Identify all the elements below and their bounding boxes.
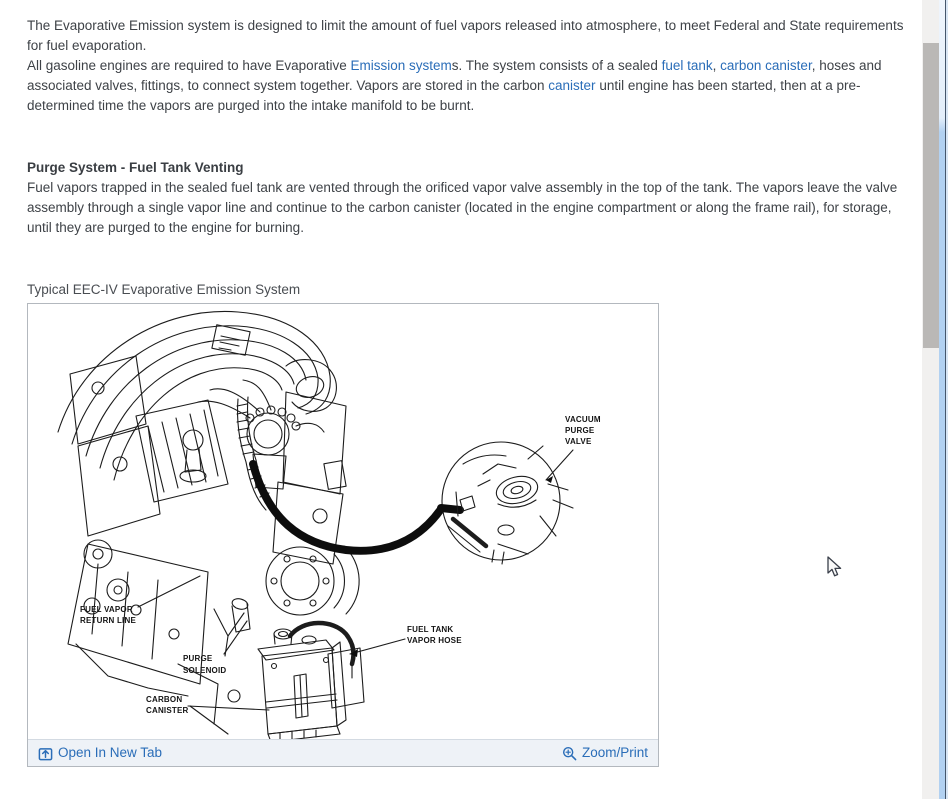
inline-link[interactable]: Emission system [350, 58, 452, 73]
open-in-new-tab-link[interactable] [38, 743, 162, 763]
label-fuel-vapor-return-2: RETURN LINE [80, 616, 136, 625]
engine-diagram [28, 304, 656, 739]
text-run: Fuel vapors trapped in the sealed fuel tank are vented through the orificed vapor valve assembly in the top of the tank. The vapors leave the valve assembly through a single vapor line and continue to the carbon canister (located in the engine compartment or along the frame rail), for storage, until they are purged to the engine for burning. [27, 180, 898, 235]
inline-link[interactable]: carbon canister [720, 58, 812, 73]
purge-system-paragraph [27, 178, 908, 238]
article-body [27, 16, 908, 767]
zoom-magnifier-icon [562, 746, 577, 761]
label-vacuum-purge-valve-1: VACUUM [565, 415, 601, 424]
text-run: s. The system consists of a sealed [451, 58, 662, 73]
zoom-print-label: Zoom/Print [581, 745, 648, 760]
label-fuel-tank-vapor-hose-2: VAPOR HOSE [407, 636, 462, 645]
text-run: , hoses and associated valves, fittings, to connect system together. Vapors are stored in the carbon [27, 58, 882, 93]
section-heading: Purge System - Fuel Tank Venting [27, 160, 244, 175]
text-run: , [712, 58, 721, 73]
open-in-new-tab-label: Open In New Tab [58, 745, 163, 760]
zoom-print-link[interactable] [562, 743, 648, 763]
label-fuel-vapor-return-1: FUEL VAPOR [80, 605, 133, 614]
label-purge-solenoid-1: PURGE [183, 654, 213, 663]
mouse-cursor [827, 556, 843, 578]
engine-line-art [28, 304, 656, 739]
inner-scrollbar-thumb[interactable] [923, 43, 939, 348]
diagram-frame [27, 303, 659, 767]
inline-link[interactable]: fuel tank [661, 58, 713, 73]
label-carbon-canister-2: CANISTER [146, 706, 189, 715]
inner-scrollbar-track[interactable] [922, 0, 940, 799]
open-in-new-tab-icon [38, 746, 53, 761]
text-run: All gasoline engines are required to have Evaporative [27, 58, 351, 73]
label-vacuum-purge-valve-2: PURGE [565, 426, 595, 435]
label-fuel-tank-vapor-hose-1: FUEL TANK [407, 625, 454, 634]
label-carbon-canister-1: CARBON [146, 695, 183, 704]
figure-toolbar [28, 739, 658, 766]
label-purge-solenoid-2: SOLENOID [183, 666, 227, 675]
text-run: until engine has been started, then at a pre-determined time the vapors are purged into the intake manifold to be burnt. [27, 78, 861, 113]
figure-caption: Typical EEC-IV Evaporative Emission System [27, 282, 301, 297]
intro-paragraph-1 [27, 16, 908, 56]
intro-paragraph-2 [27, 56, 908, 116]
inline-link[interactable]: canister [548, 78, 596, 93]
text-run: The Evaporative Emission system is designed to limit the amount of fuel vapors released into atmosphere, to meet Federal and State requirements for fuel evaporation. [27, 18, 904, 53]
label-vacuum-purge-valve-3: VALVE [565, 437, 592, 446]
